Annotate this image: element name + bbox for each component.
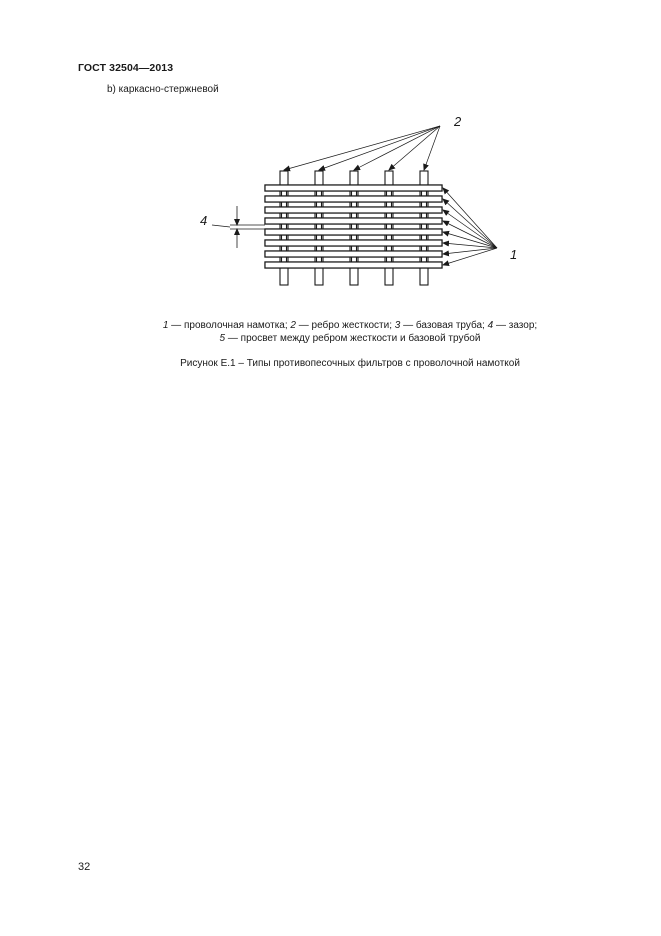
rib-leaders	[284, 126, 440, 170]
legend-number: 3	[394, 320, 401, 331]
legend-number: 1	[162, 320, 169, 331]
figure-subtitle: b) каркасно-стержневой	[107, 84, 219, 95]
legend-text: — базовая труба;	[400, 320, 488, 331]
callout-label-ribs: 2	[454, 114, 462, 129]
legend-text: — зазор;	[493, 320, 538, 331]
legend-text: — проволочная намотка;	[168, 320, 291, 331]
document-header: ГОСТ 32504—2013	[78, 62, 174, 74]
figure-legend-line-2	[80, 332, 620, 345]
filter-diagram	[190, 108, 540, 298]
figure-caption: Рисунок Е.1 – Типы противопесочных фильтров с проволочной намоткой	[180, 358, 520, 369]
gap-dimension	[212, 206, 265, 248]
legend-number: 2	[290, 320, 296, 331]
figure-legend-line-1	[80, 319, 620, 332]
legend-number: 5	[219, 333, 226, 344]
legend-number: 4	[487, 320, 494, 331]
callout-label-gap: 4	[200, 213, 208, 228]
winding-leaders	[443, 188, 497, 265]
callout-label-winding: 1	[510, 247, 518, 262]
page-number: 32	[78, 861, 91, 873]
legend-text: — ребро жесткости;	[295, 320, 395, 331]
legend-text: — просвет между ребром жесткости и базовой трубой	[225, 333, 481, 344]
